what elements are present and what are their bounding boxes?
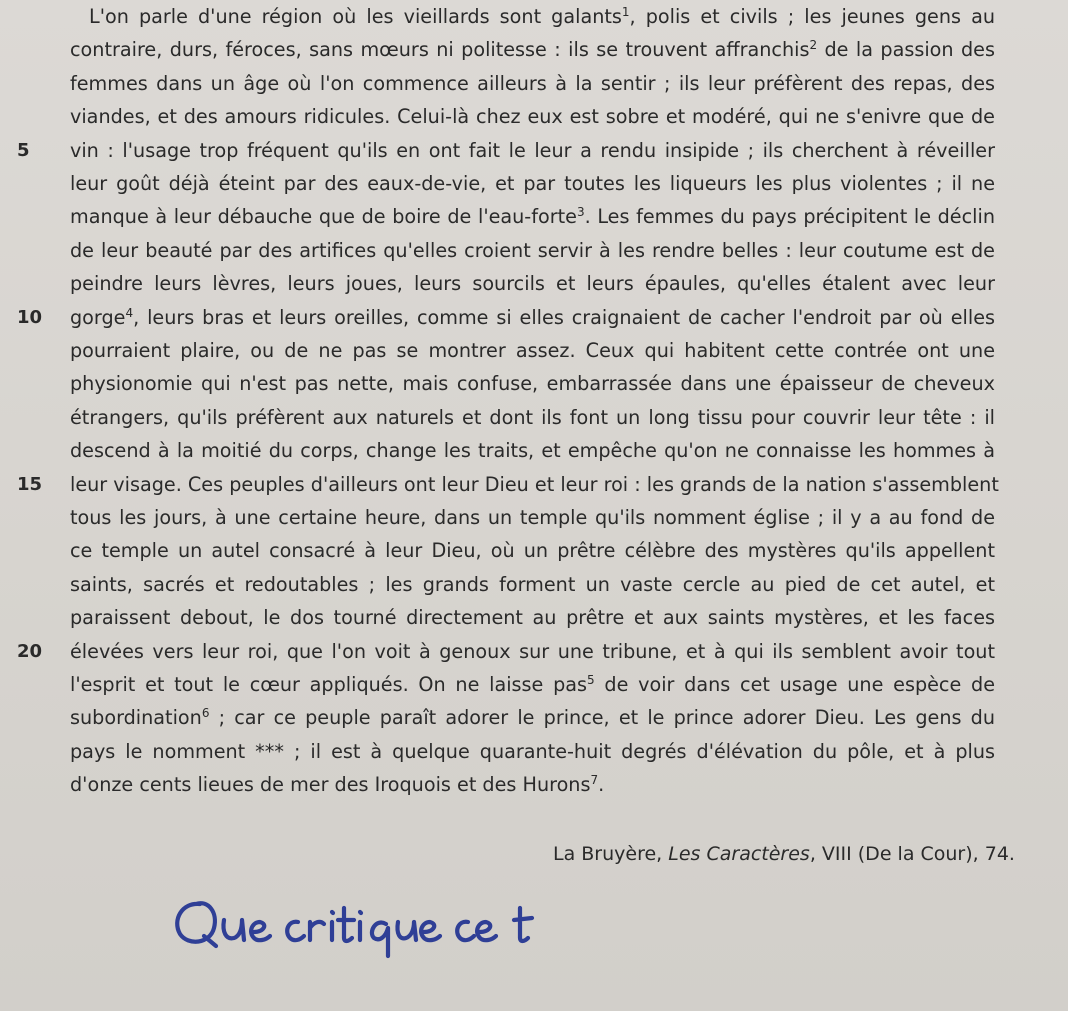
line-text: tous les jours, à une certaine heure, dans un temple qu'ils nomment église ; il y a au fond de: [70, 506, 995, 529]
line-text: l'esprit et tout le cœur appliqués. On ne laisse pas: [70, 673, 588, 696]
passage-line: [70, 33, 995, 66]
footnote-mark: 7: [590, 773, 599, 788]
citation-work: Les Caractères: [668, 843, 810, 865]
footnote-mark: 3: [576, 205, 585, 220]
line-text: étrangers, qu'ils préfèrent aux naturels et dont ils font un long tissu pour couvrir leur tête : il: [70, 405, 995, 429]
line-text: .: [598, 773, 605, 797]
passage-line: [70, 67, 995, 100]
footnote-mark: 4: [125, 305, 134, 320]
line-text: peindre leurs lèvres, leurs joues, leurs sourcils et leurs épaules, qu'elles étalent avec leur: [70, 272, 995, 296]
passage-line: [70, 534, 995, 567]
line-text: pays le nomment *** ; il est à quelque quarante-huit degrés d'élévation du pôle, et à plus: [70, 739, 995, 763]
footnote-mark: 2: [809, 38, 818, 53]
passage-line: [70, 401, 995, 434]
line-text: descend à la moitié du corps, change les traits, et empêche qu'on ne connaisse les hommes à: [70, 439, 995, 463]
passage-line: [70, 234, 995, 267]
passage-line: [70, 735, 995, 768]
line-text: , leurs bras et leurs oreilles, comme si elles craignaient de cacher l'endroit par où elles: [133, 305, 995, 329]
passage-line: [70, 200, 995, 233]
line-number: 15: [17, 473, 43, 495]
line-text: vin : l'usage trop fréquent qu'ils en ont fait le leur a rendu insipide ; ils cherchent à réveiller: [70, 138, 995, 162]
footnote-mark: 1: [621, 5, 630, 19]
line-text: d'onze cents lieues de mer des Iroquois et des Hurons: [70, 773, 591, 797]
footnote-mark: 5: [587, 673, 595, 687]
passage-line: [70, 635, 995, 668]
line-text: élevées vers leur roi, que l'on voit à genoux sur une tribune, et à qui ils semblent avoir tout: [70, 639, 995, 663]
passage-line: [70, 267, 995, 300]
citation-author: La Bruyère,: [553, 843, 669, 865]
line-text: . Les femmes du pays précipitent le déclin: [584, 205, 995, 229]
line-text: de voir dans cet usage une espèce de: [594, 673, 996, 696]
line-text: , polis et civils ; les jeunes gens au: [629, 5, 996, 28]
passage-line: [70, 701, 995, 734]
line-text: leur visage. Ces peuples d'ailleurs ont leur Dieu et leur roi : les grands de la nation s'assemblent: [70, 472, 999, 496]
line-text: leur goût déjà éteint par des eaux-de-vie, et par toutes les liqueurs les plus violentes ; il ne: [70, 172, 995, 195]
line-text: saints, sacrés et redoutables ; les grands forment un vaste cercle au pied de cet autel, et: [70, 572, 995, 596]
line-text: contraire, durs, féroces, sans mœurs ni politesse : ils se trouvent affranchis: [70, 38, 810, 62]
passage-line: [70, 601, 995, 634]
passage-line: [70, 568, 995, 601]
line-text: viandes, et des amours ridicules. Celui-là chez eux est sobre et modéré, qui ne s'enivre que de: [70, 105, 995, 129]
passage-line: [70, 100, 995, 133]
passage-line: [70, 668, 995, 701]
line-text: femmes dans un âge où l'on commence ailleurs à la sentir ; ils leur préfèrent des repas, des: [70, 71, 995, 95]
line-text: de leur beauté par des artifices qu'elles croient servir à les rendre belles : leur coutume est de: [70, 238, 995, 262]
passage-line: [89, 0, 995, 33]
line-text: physionomie qui n'est pas nette, mais confuse, embarrassée dans une épaisseur de cheveux: [70, 372, 995, 396]
line-text: pourraient plaire, ou de ne pas se montrer assez. Ceux qui habitent cette contrée ont une: [70, 339, 995, 362]
passage-line: [70, 367, 995, 400]
passage-line: [70, 434, 995, 467]
passage-line: [70, 167, 995, 200]
line-number: 5: [17, 139, 30, 161]
citation-reference: , VIII (De la Cour), 74.: [809, 843, 1015, 865]
line-text: ; car ce peuple paraît adorer le prince, et le prince adorer Dieu. Les gens du: [209, 706, 995, 730]
line-text: subordination: [70, 706, 202, 730]
passage-line: [70, 768, 995, 801]
line-text: L'on parle d'une région où les vieillards sont galants: [89, 5, 622, 28]
line-text: ce temple un autel consacré à leur Dieu, où un prêtre célèbre des mystères qu'ils appellent: [70, 539, 995, 563]
passage-line: [70, 468, 999, 501]
line-text: de la passion des: [817, 38, 995, 62]
footnote-mark: 6: [201, 706, 210, 721]
line-number: 20: [17, 640, 43, 662]
line-text: manque à leur débauche que de boire de l'eau-forte: [70, 205, 577, 229]
passage-line: [70, 334, 995, 367]
source-citation: [553, 838, 1015, 871]
passage-line: [70, 134, 995, 167]
passage-line: [70, 501, 995, 534]
line-text: gorge: [70, 305, 126, 329]
handwritten-question: [160, 886, 580, 976]
line-text: paraissent debout, le dos tourné directement au prêtre et aux saints mystères, et les faces: [70, 606, 995, 630]
line-number: 10: [17, 306, 43, 328]
passage-line: [70, 301, 995, 334]
handwritten-question-ink: [160, 886, 580, 976]
